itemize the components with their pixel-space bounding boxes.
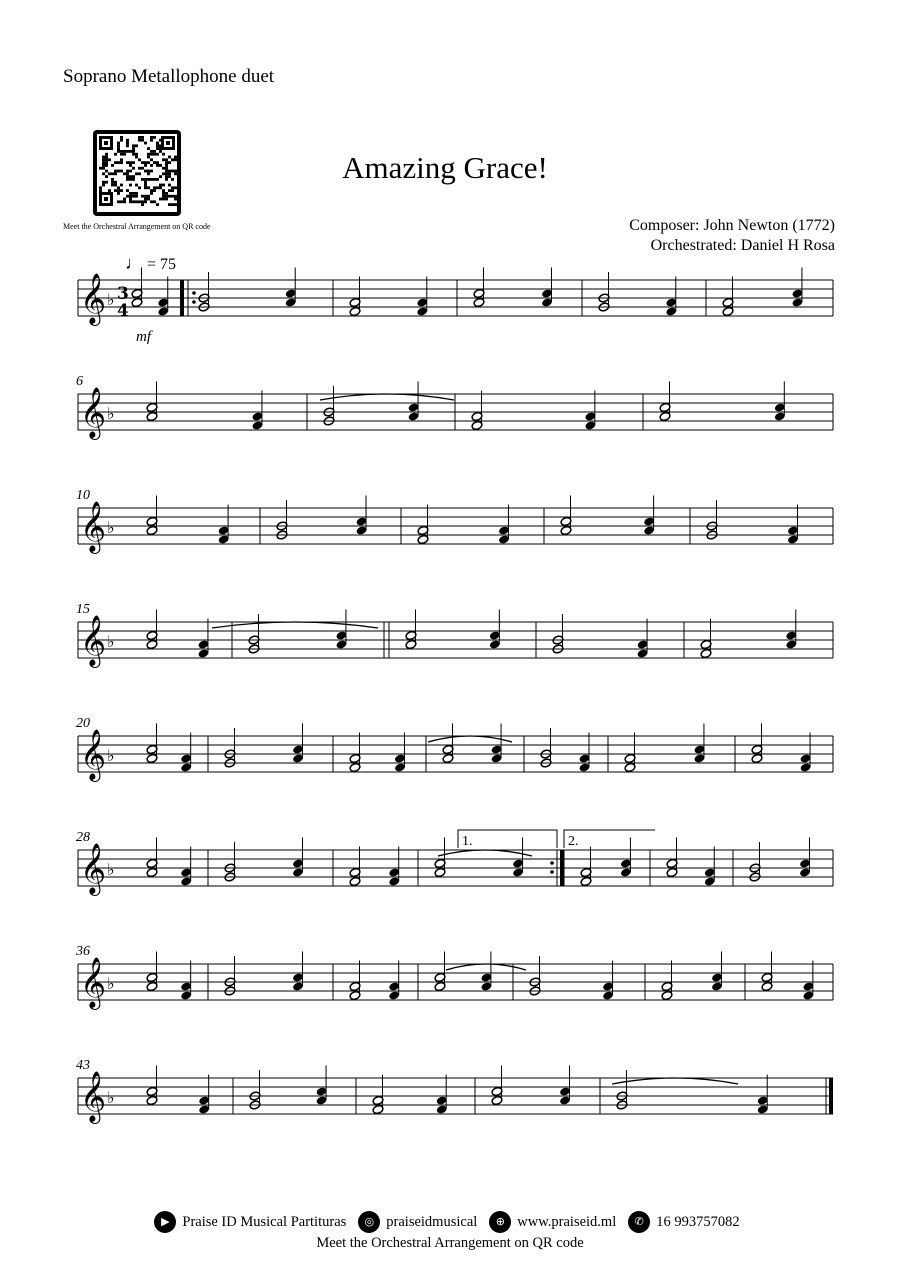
quarter-note-icon: ♩ (125, 253, 143, 273)
treble-clef-icon: 𝄞 (80, 387, 107, 438)
orchestrator-credit: Orchestrated: Daniel H Rosa (650, 237, 835, 254)
whatsapp-link[interactable] (628, 1211, 739, 1233)
repeat-dot (550, 861, 554, 865)
instagram-icon: ◎ (358, 1211, 380, 1233)
flat-icon: ♭ (107, 632, 115, 651)
flat-icon: ♭ (107, 404, 115, 423)
flat-icon: ♭ (107, 1088, 115, 1107)
instagram-label: praiseidmusical (386, 1213, 478, 1230)
treble-clef-icon: 𝄞 (80, 957, 107, 1008)
tie (320, 394, 454, 400)
youtube-icon: ▶ (154, 1211, 176, 1233)
flat-icon: ♭ (107, 518, 115, 537)
footer (0, 1211, 900, 1252)
first-ending-bracket (458, 830, 557, 848)
youtube-link[interactable] (154, 1211, 346, 1233)
repeat-dot (192, 300, 196, 304)
measure-number: 36 (76, 944, 90, 959)
repeat-dot (192, 291, 196, 295)
measure-number: 28 (76, 830, 90, 845)
instagram-link[interactable] (358, 1211, 477, 1233)
footer-caption: Meet the Orchestral Arrangement on QR code (316, 1235, 584, 1251)
website-label: www.praiseid.ml (517, 1213, 617, 1230)
qr-caption: Meet the Orchestral Arrangement on QR code (63, 222, 211, 231)
whatsapp-icon: ✆ (628, 1211, 650, 1233)
tempo-value: = 75 (147, 256, 177, 273)
repeat-dot (550, 870, 554, 874)
treble-clef-icon: 𝄞 (80, 729, 107, 780)
whatsapp-label: 16 993757082 (656, 1213, 740, 1230)
tie (212, 622, 378, 628)
flat-icon: ♭ (107, 290, 115, 309)
globe-icon: ⊕ (489, 1211, 511, 1233)
dynamic-marking: mf (136, 329, 151, 345)
time-signature-bottom: 4 (117, 301, 129, 321)
treble-clef-icon: 𝄞 (80, 843, 107, 894)
measure-number: 20 (76, 716, 90, 731)
measure-number: 10 (76, 488, 90, 503)
tie (428, 736, 512, 742)
page-title: Amazing Grace! (342, 150, 548, 185)
treble-clef-icon: 𝄞 (80, 1071, 107, 1122)
treble-clef-icon: 𝄞 (80, 273, 107, 324)
instrument-name: Soprano Metallophone duet (63, 66, 275, 87)
time-signature-top: 3 (117, 284, 129, 304)
measure-number: 43 (76, 1058, 90, 1073)
tie (446, 964, 526, 970)
flat-icon: ♭ (107, 974, 115, 993)
tie (438, 850, 532, 856)
flat-icon: ♭ (107, 860, 115, 879)
composer-credit: Composer: John Newton (1772) (629, 217, 835, 234)
tie (612, 1078, 738, 1084)
second-ending-label: 2. (568, 834, 579, 849)
measure-number: 15 (76, 602, 90, 617)
flat-icon: ♭ (107, 746, 115, 765)
measure-number: 6 (76, 374, 83, 389)
youtube-label: Praise ID Musical Partituras (182, 1213, 347, 1230)
treble-clef-icon: 𝄞 (80, 501, 107, 552)
treble-clef-icon: 𝄞 (80, 615, 107, 666)
first-ending-label: 1. (462, 834, 473, 849)
website-link[interactable] (489, 1211, 616, 1233)
